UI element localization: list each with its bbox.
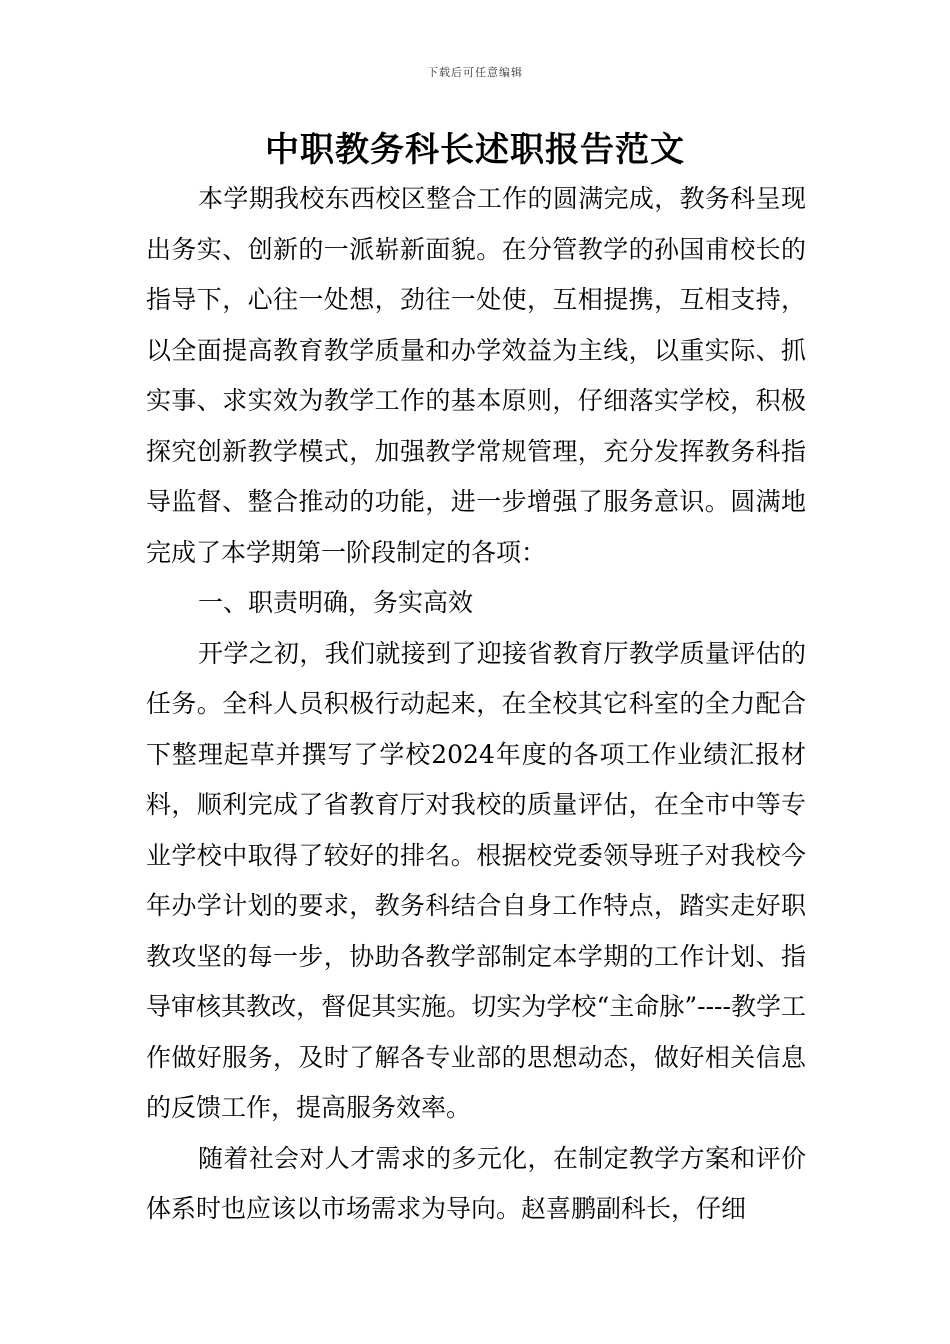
document-body — [146, 174, 806, 1235]
download-note: 下载后可任意编辑 — [427, 66, 523, 79]
document-title: 中职教务科长述职报告范文 — [265, 130, 685, 170]
paragraph-intro: 本学期我校东西校区整合工作的圆满完成，教务科呈现出务实、创新的一派崭新面貌。在分管教学的孙国甫校长的指导下，心往一处想，劲往一处使，互相提携，互相支持，以全面提高教育教学质量和办学效益为主线，以重实际、抓实事、求实效为教学工作的基本原则，仔细落实学校，积极探究创新教学模式，加强教学常规管理，充分发挥教务科指导监督、整合推动的功能，进一步增强了服务意识。圆满地完成了本学期第一阶段制定的各项： — [146, 184, 806, 567]
section-heading-1: 一、职责明确，务实高效 — [198, 588, 474, 617]
paragraph-continuation: 随着社会对人才需求的多元化，在制定教学方案和评价体系时也应该以市场需求为导向。赵喜鹏副科长，仔细 — [146, 1143, 806, 1223]
paragraph-section-1: 开学之初，我们就接到了迎接省教育厅教学质量评估的任务。全科人员积极行动起来，在全校其它科室的全力配合下整理起草并撰写了学校2024年度的各项工作业绩汇报材料，顺利完成了省教育厅对我校的质量评估，在全市中等专业学校中取得了较好的排名。根据校党委领导班子对我校今年办学计划的要求，教务科结合自身工作特点，踏实走好职教攻坚的每一步，协助各教学部制定本学期的工作计划、指导审核其教改，督促其实施。切实为学校“主命脉”----教学工作做好服务，及时了解各专业部的思想动态，做好相关信息的反馈工作，提高服务效率。 — [146, 638, 806, 1122]
